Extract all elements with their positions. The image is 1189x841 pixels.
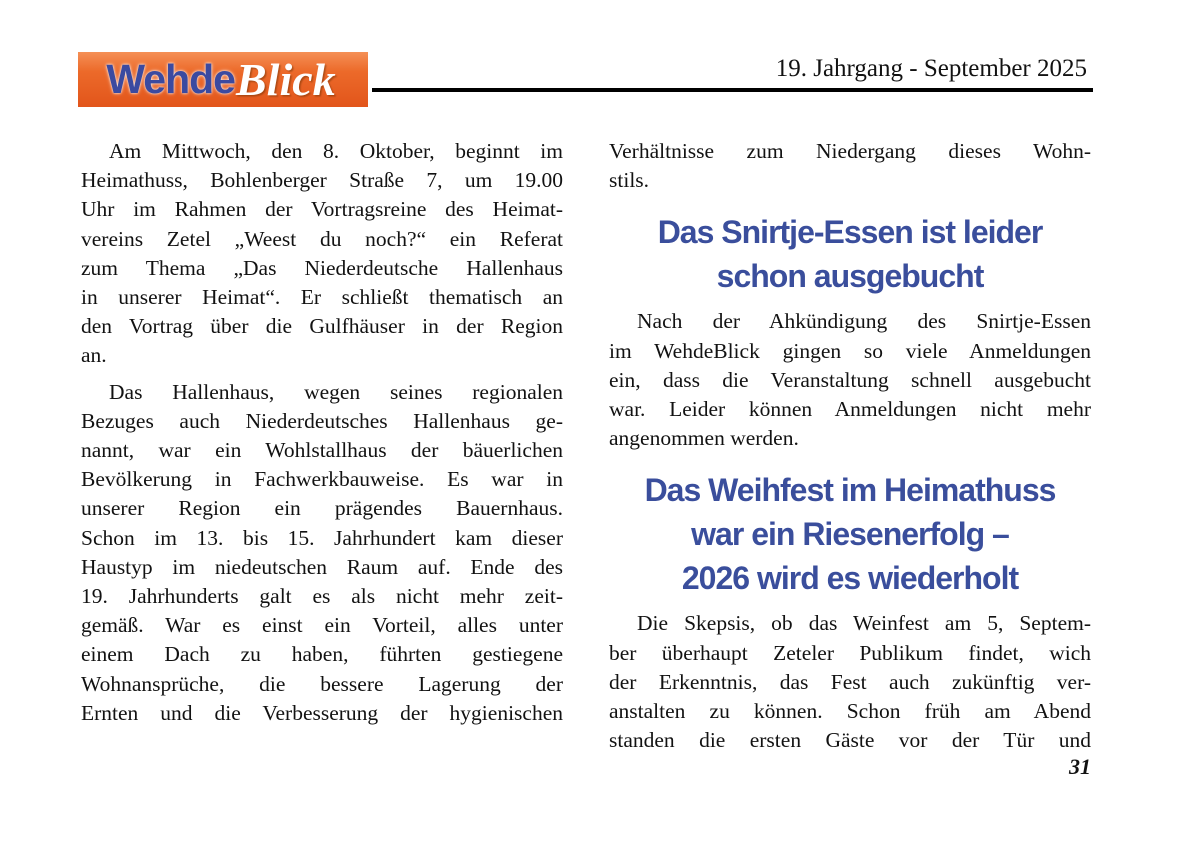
text-line: gemäß. War es einst ein Vorteil, alles unter — [81, 613, 563, 638]
wehdeblick-logo — [78, 52, 368, 107]
text-line: Das Weihfest im Heimathuss — [644, 472, 1056, 509]
text-line: anstalten zu können. Schon früh am Abend — [609, 699, 1091, 724]
text-line: ber überhaupt Zeteler Publikum findet, wich — [609, 640, 1091, 665]
body-paragraph — [81, 137, 563, 371]
text-line: Uhr im Rahmen der Vortragsreine des Heimat- — [81, 197, 563, 222]
text-line: vereins Zetel „Weest du noch?“ ein Referat — [81, 226, 563, 251]
logo-text-wehde: Wehde — [106, 56, 235, 102]
text-line: stils. — [609, 168, 650, 193]
right-text-column — [609, 137, 1091, 755]
text-line: 2026 wird es wiederholt — [681, 560, 1019, 597]
text-line: Schon im 13. bis 15. Jahrhundert kam dieser — [81, 525, 563, 550]
text-line: 19. Jahrhunderts galt es als nicht mehr zeit- — [81, 584, 563, 609]
text-line: Das Snirtje-Essen ist leider — [657, 214, 1043, 251]
issue-date-line: 19. Jahrgang - September 2025 — [775, 55, 1087, 82]
text-line: zum Thema „Das Niederdeutsche Hallenhaus — [81, 255, 563, 280]
text-line: ein, dass die Veranstaltung schnell ausgebucht — [609, 367, 1091, 392]
text-line: Das Hallenhaus, wegen seines regionalen — [109, 379, 563, 404]
text-line: der Erkenntnis, das Fest auch zukünftig ver- — [609, 669, 1091, 694]
text-line: Am Mittwoch, den 8. Oktober, beginnt im — [109, 139, 563, 163]
page-number: 31 — [1069, 754, 1091, 779]
text-line: den Vortrag über die Gulfhäuser in der Region — [81, 314, 563, 339]
text-line: war. Leider können Anmeldungen nicht mehr — [609, 397, 1091, 422]
text-line: Heimathuss, Bohlenberger Straße 7, um 19.00 — [81, 168, 563, 193]
text-line: angenommen werden. — [609, 426, 799, 451]
body-paragraph — [609, 137, 1091, 195]
text-line: im WehdeBlick gingen so viele Anmeldungen — [609, 338, 1091, 363]
text-line: Wohnansprüche, die bessere Lagerung der — [81, 671, 563, 696]
text-line: Nach der Ahkündigung des Snirtje-Essen — [637, 309, 1091, 334]
text-line: in unserer Heimat“. Er schließt thematisch an — [81, 285, 563, 310]
article-heading — [609, 468, 1091, 600]
left-text-column — [81, 137, 563, 728]
text-line: war ein Riesenerfolg – — [691, 516, 1009, 553]
text-line: schon ausgebucht — [716, 258, 984, 295]
text-line: Verhältnisse zum Niedergang dieses Wohn- — [609, 139, 1091, 163]
logo-text-blick: Blick — [235, 54, 336, 105]
text-line: unserer Region ein prägendes Bauernhaus. — [81, 496, 563, 521]
text-line: Bevölkerung in Fachwerkbauweise. Es war in — [81, 467, 563, 492]
body-paragraph — [609, 609, 1091, 755]
header-divider-rule — [372, 88, 1093, 92]
article-heading — [609, 210, 1091, 298]
text-line: Bezuges auch Niederdeutsches Hallenhaus ge- — [81, 408, 563, 433]
body-paragraph — [81, 378, 563, 728]
text-line: Die Skepsis, ob das Weinfest am 5, Septem- — [637, 611, 1091, 636]
text-line: nannt, war ein Wohlstallhaus der bäuerlichen — [81, 438, 563, 463]
text-line: an. — [81, 343, 107, 368]
text-line: Haustyp im niedeutschen Raum auf. Ende des — [81, 554, 563, 579]
body-paragraph — [609, 307, 1091, 453]
text-line: einem Dach zu haben, führten gestiegene — [81, 642, 563, 667]
text-line: standen die ersten Gäste vor der Tür und — [609, 728, 1091, 753]
text-line: Ernten und die Verbesserung der hygienischen — [81, 700, 563, 725]
